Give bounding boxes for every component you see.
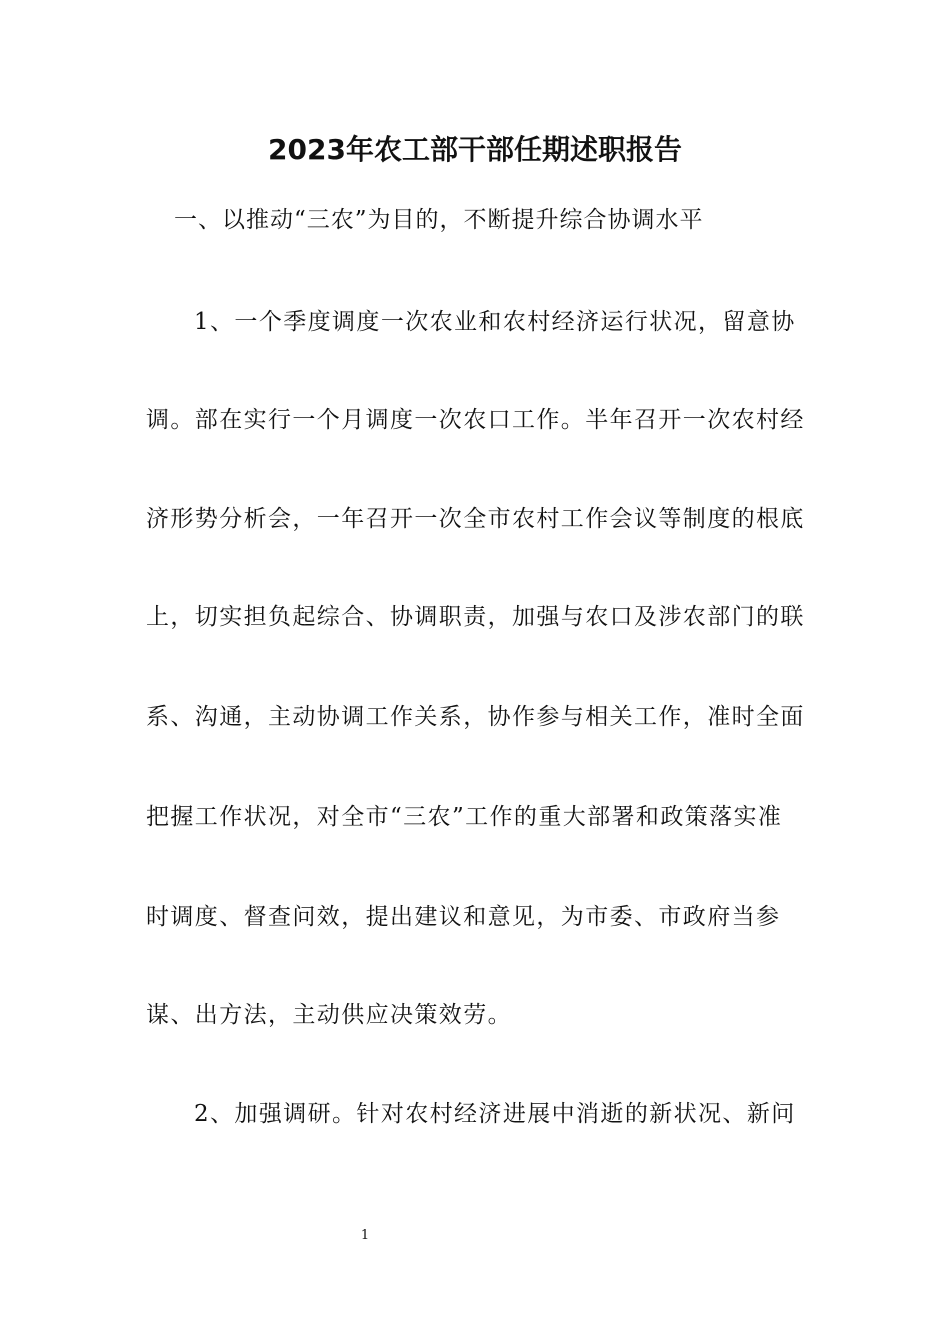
- page-number: 1: [360, 1228, 370, 1243]
- paragraph-line: 上，切实担负起综合、协调职责，加强与农口及涉农部门的联: [146, 604, 805, 630]
- paragraph-line: 时调度、督查问效，提出建议和意见，为市委、市政府当参: [146, 904, 781, 930]
- section-heading: 一、以推动“三农”为目的，不断提升综合协调水平: [174, 207, 704, 233]
- paragraph-line: 把握工作状况，对全市“三农”工作的重大部署和政策落实准: [146, 804, 783, 830]
- paragraph-line: 谋、出方法，主动供应决策效劳。: [146, 1002, 512, 1028]
- paragraph-line: 系、沟通，主动协调工作关系，协作参与相关工作，准时全面: [146, 704, 805, 730]
- paragraph-line: 2、加强调研。针对农村经济进展中消逝的新状况、新问: [194, 1101, 796, 1127]
- paragraph-line: 济形势分析会，一年召开一次全市农村工作会议等制度的根底: [146, 506, 805, 532]
- paragraph-line: 1、一个季度调度一次农业和农村经济运行状况，留意协: [194, 309, 796, 335]
- paragraph-line: 调。部在实行一个月调度一次农口工作。半年召开一次农村经: [146, 407, 805, 433]
- document-title: 2023年农工部干部任期述职报告: [268, 133, 682, 166]
